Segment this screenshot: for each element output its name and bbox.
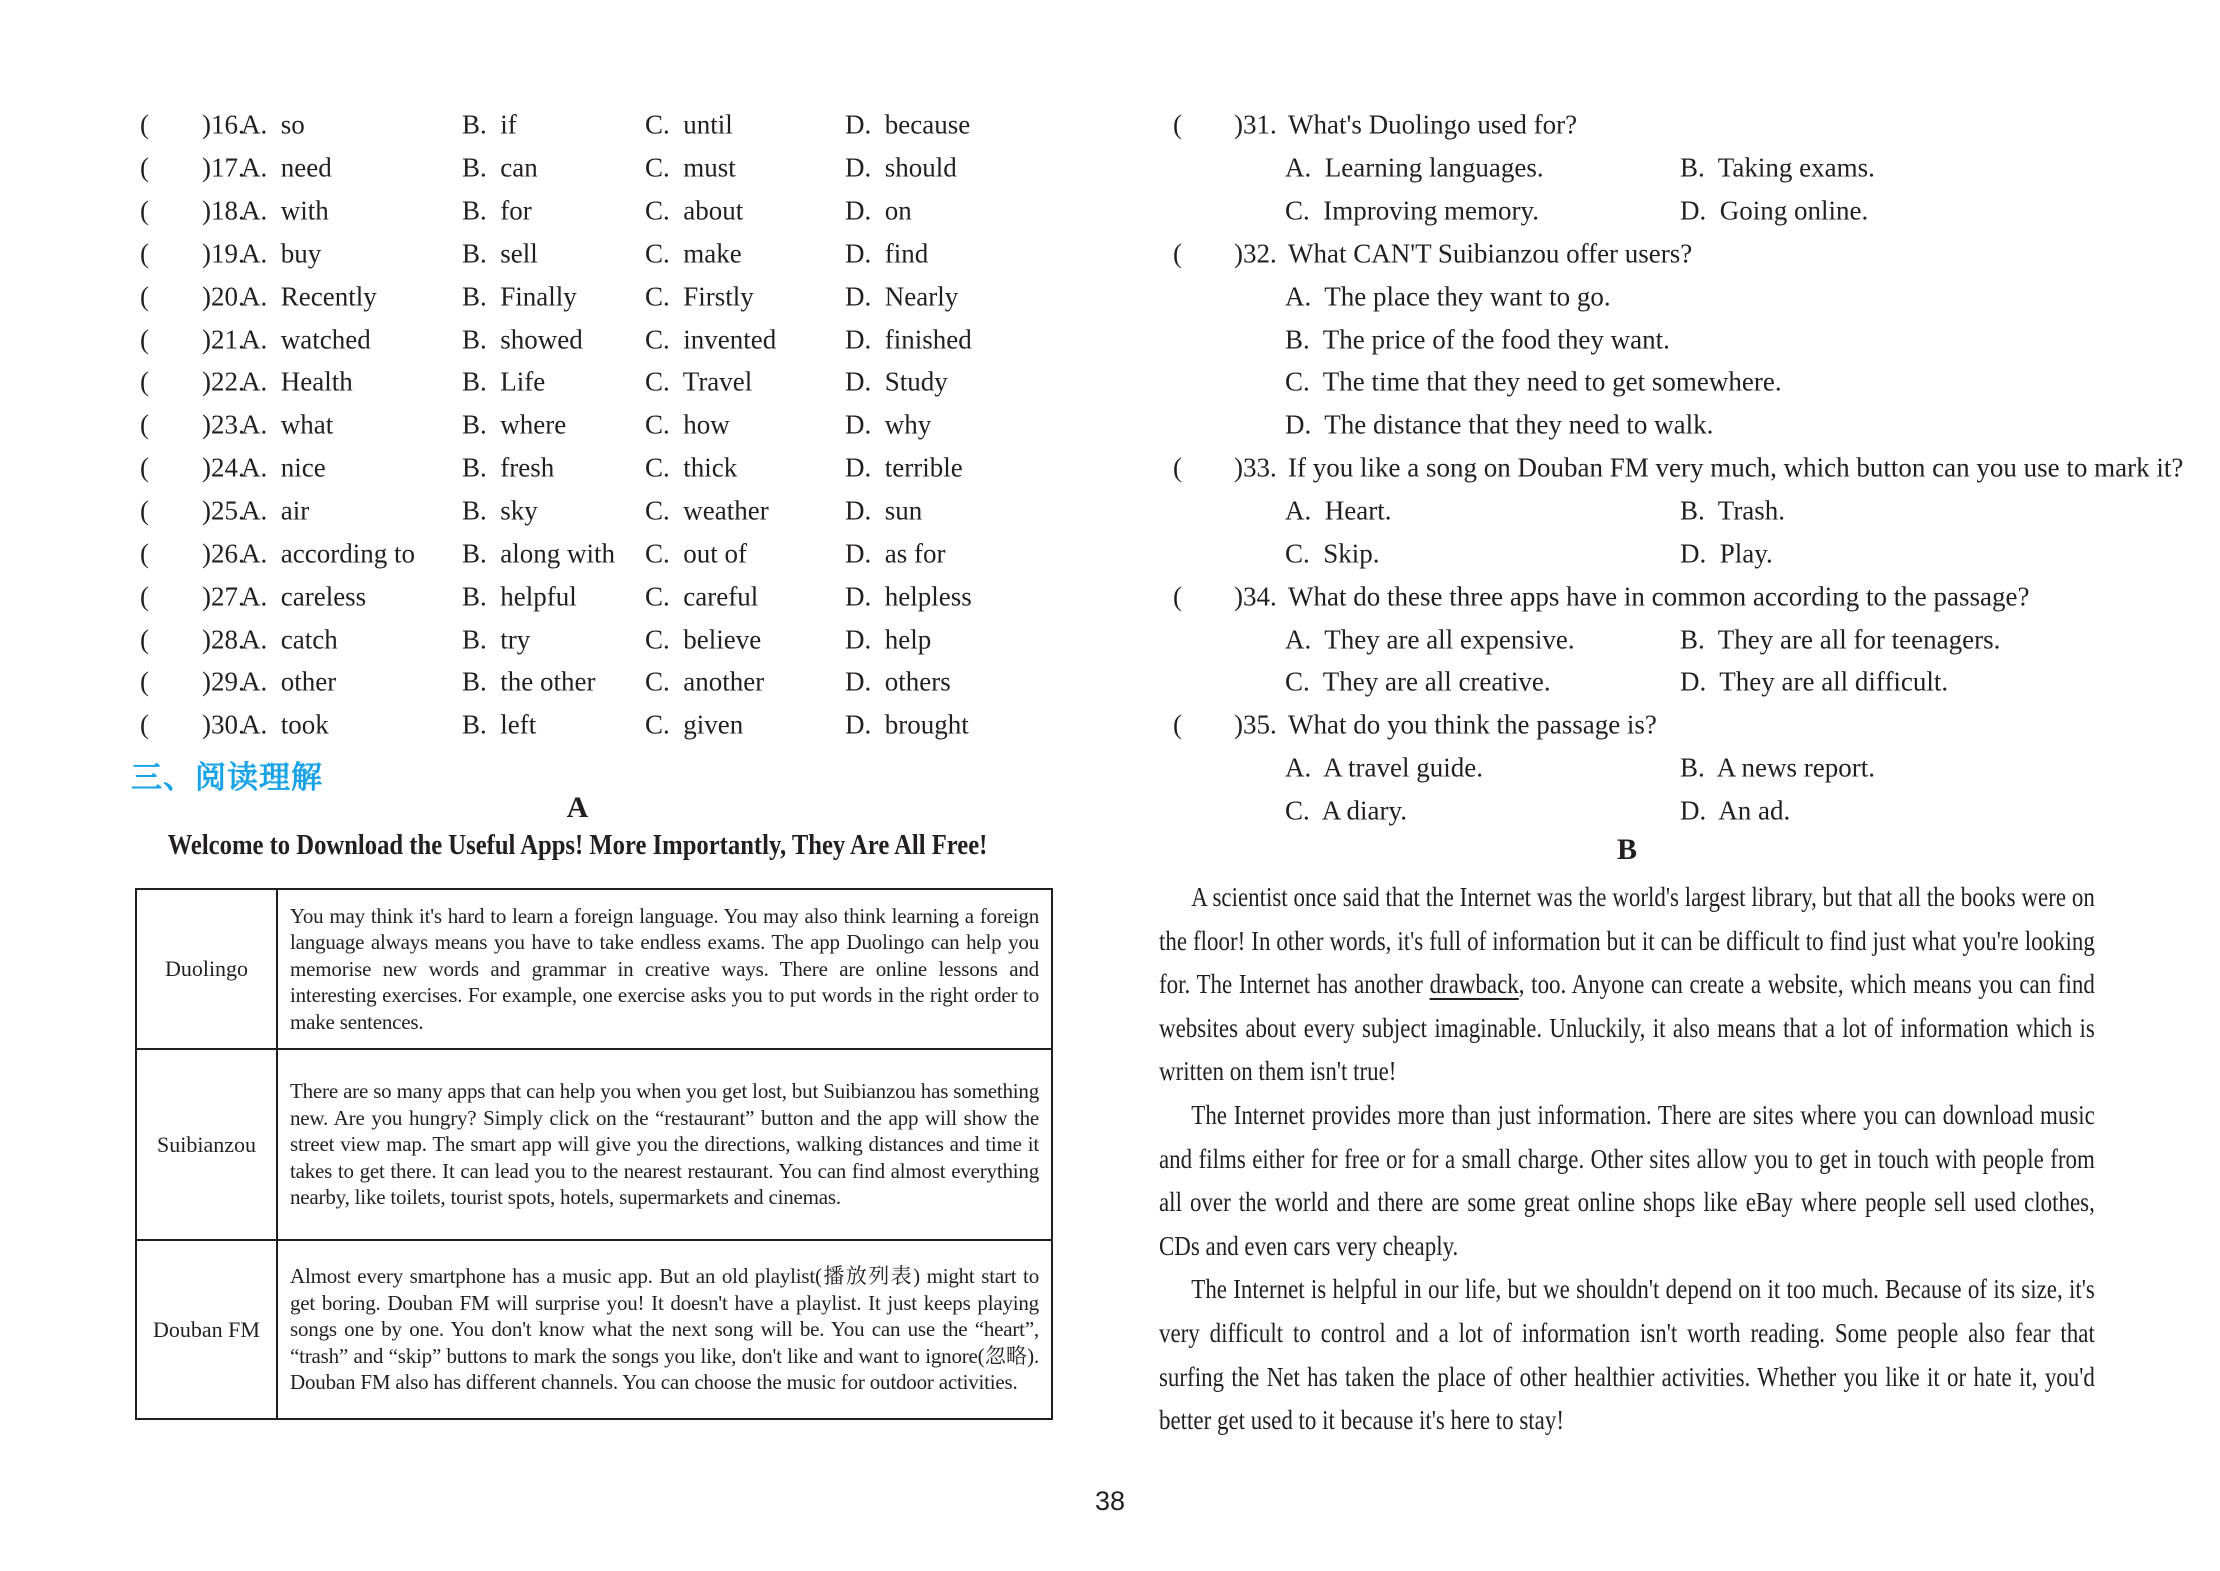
answer-blank: ( [140, 409, 149, 440]
option-c: C. given [645, 709, 744, 740]
option-d: D. Going online. [1680, 195, 1869, 226]
option-d: D. find [845, 238, 929, 269]
option-a: A. Recently [241, 281, 377, 312]
option-a: A. nice [241, 452, 326, 483]
question-number: )24. [202, 452, 245, 483]
question-number: )25. [202, 495, 245, 526]
option-row [1159, 532, 2169, 575]
option-d: D. finished [845, 324, 972, 355]
question-text: What's Duolingo used for? [1288, 109, 1578, 140]
app-name-cell: Suibianzou [136, 1049, 277, 1240]
option-c: C. about [645, 195, 744, 226]
comprehension-questions [1159, 104, 2184, 832]
answer-blank: ( [140, 238, 149, 269]
option-a: A. The place they want to go. [1285, 281, 1611, 312]
option-b: B. can [462, 152, 538, 183]
question-text: If you like a song on Douban FM very much, which button can you use to mark it? [1288, 452, 2184, 483]
option-d: D. An ad. [1680, 795, 1791, 826]
option-row [1159, 747, 2169, 790]
question-number: )30. [202, 709, 245, 740]
answer-blank: ( [140, 452, 149, 483]
question-text: What do these three apps have in common according to the passage? [1288, 581, 2030, 612]
option-row [1159, 618, 2169, 661]
cloze-row [95, 490, 1060, 533]
option-c: C. how [645, 409, 730, 440]
answer-blank: ( [140, 666, 149, 697]
option-row [1159, 661, 2169, 704]
apps-table [135, 888, 1053, 1420]
question-number: )22. [202, 366, 245, 397]
option-d: D. helpless [845, 581, 972, 612]
answer-blank: ( [1173, 709, 1182, 740]
table-row [136, 1240, 1052, 1419]
table-row [136, 1049, 1052, 1240]
answer-blank: ( [140, 495, 149, 526]
app-desc-cell: Almost every smartphone has a music app. But an old playlist(播放列表) might start to get boring. Douban FM will surprise you! It doesn't have a playlist. It just keeps playing songs one by one. You don't know what the next song will be. You can use the “heart”, “trash” and “skip” buttons to mark the songs you like, don't like and want to ignore(忽略). Douban FM also has different channels. You can choose the music for outdoor activities. [277, 1240, 1052, 1419]
cloze-row [95, 104, 1060, 147]
option-c: C. believe [645, 624, 762, 655]
question-row [1159, 575, 2169, 618]
option-b: B. where [462, 409, 567, 440]
answer-blank: ( [140, 538, 149, 569]
answer-blank: ( [140, 624, 149, 655]
option-c: C. Travel [645, 366, 753, 397]
paragraph-text: A scientist once said that the Internet was the world's largest library, but that all the books were on the floor! In other words, it's full of information but it can be difficult to find just what you're looking for. The Internet has another [1159, 882, 2095, 1000]
option-c: C. careful [645, 581, 759, 612]
option-c: C. Skip. [1285, 538, 1380, 569]
option-b: B. helpful [462, 581, 577, 612]
question-number: )29. [202, 666, 245, 697]
option-d: D. on [845, 195, 912, 226]
option-row [1159, 190, 2169, 233]
question-number: )33. [1234, 452, 1277, 483]
option-a: A. They are all expensive. [1285, 624, 1575, 655]
option-b: B. sky [462, 495, 538, 526]
app-desc-cell: There are so many apps that can help you when you get lost, but Suibianzou has something new. Are you hungry? Simply click on the “restaurant” button and the app will show the street view map. The smart app will give you the directions, walking distances and time it takes to get there. It can lead you to the nearest restaurant. You can find almost everything nearby, like toilets, tourist spots, hotels, supermarkets and cinemas. [277, 1049, 1052, 1240]
option-a: A. need [241, 152, 332, 183]
option-d: D. Nearly [845, 281, 959, 312]
option-c: C. must [645, 152, 736, 183]
cloze-row [95, 275, 1060, 318]
option-c: C. Improving memory. [1285, 195, 1539, 226]
cloze-row [95, 233, 1060, 276]
cloze-question-block [95, 104, 1060, 747]
option-c: C. invented [645, 324, 777, 355]
option-c: C. They are all creative. [1285, 666, 1551, 697]
question-text: What CAN'T Suibianzou offer users? [1288, 238, 1693, 269]
option-d: D. Play. [1680, 538, 1773, 569]
option-row [1159, 275, 2169, 318]
option-b: B. the other [462, 666, 596, 697]
question-number: )19. [202, 238, 245, 269]
option-b: B. fresh [462, 452, 555, 483]
option-b: B. try [462, 624, 531, 655]
option-b: B. Life [462, 366, 546, 397]
app-name-cell: Duolingo [136, 889, 277, 1049]
option-d: D. brought [845, 709, 969, 740]
option-c: C. The time that they need to get somewhere. [1285, 366, 1782, 397]
cloze-row [95, 361, 1060, 404]
question-row [1159, 704, 2169, 747]
answer-blank: ( [140, 709, 149, 740]
option-row [1159, 361, 2169, 404]
option-d: D. should [845, 152, 957, 183]
option-b: B. for [462, 195, 532, 226]
answer-blank: ( [140, 281, 149, 312]
question-number: )32. [1234, 238, 1277, 269]
passage-b-text [1159, 876, 2095, 1443]
passage-paragraph: The Internet provides more than just information. There are sites where you can download music and films either for free or for a small charge. Other sites allow you to get in touch with people from all over the world and there are some great online shops like eBay where people sell used clothes, CDs and even cars very cheaply. [1159, 1099, 2095, 1261]
option-d: D. as for [845, 538, 946, 569]
question-text: What do you think the passage is? [1288, 709, 1657, 740]
option-a: A. catch [241, 624, 338, 655]
passage-a-label: A [566, 791, 589, 824]
option-a: A. what [241, 409, 334, 440]
answer-blank: ( [1173, 238, 1182, 269]
table-row [136, 889, 1052, 1049]
passage-paragraph [1159, 876, 2095, 1094]
cloze-row [95, 618, 1060, 661]
cloze-row [95, 704, 1060, 747]
option-row [1159, 490, 2169, 533]
option-a: A. Health [241, 366, 353, 397]
passage-b-label: B [1616, 833, 1637, 866]
question-number: )20. [202, 281, 245, 312]
left-column [95, 0, 1060, 1571]
section-header-reading: 三、阅读理解 [131, 760, 323, 795]
option-c: C. Firstly [645, 281, 754, 312]
option-a: A. Heart. [1285, 495, 1392, 526]
passage-a-title: Welcome to Download the Useful Apps! More Importantly, They Are All Free! [167, 829, 988, 861]
option-b: B. A news report. [1680, 752, 1875, 783]
option-b: B. Taking exams. [1680, 152, 1875, 183]
option-row [1159, 404, 2169, 447]
option-row [1159, 318, 2169, 361]
answer-blank: ( [1173, 452, 1182, 483]
option-c: C. make [645, 238, 742, 269]
option-c: C. out of [645, 538, 748, 569]
option-b: B. Finally [462, 281, 577, 312]
option-a: A. according to [241, 538, 415, 569]
option-c: C. another [645, 666, 765, 697]
passage-paragraph: The Internet is helpful in our life, but we shouldn't depend on it too much. Because of its size, it's very difficult to control and a lot of information isn't worth reading. Some people also fear that surfing the Net has taken the place of other healthier activities. Whether you like it or hate it, you'd better get used to it because it's here to stay! [1159, 1274, 2095, 1436]
option-b: B. showed [462, 324, 583, 355]
question-row [1159, 447, 2184, 490]
option-d: D. The distance that they need to walk. [1285, 409, 1714, 440]
question-row [1159, 233, 2169, 276]
question-number: )17. [202, 152, 245, 183]
option-a: A. took [241, 709, 329, 740]
option-b: B. sell [462, 238, 538, 269]
right-column [1159, 0, 2184, 1571]
question-number: )31. [1234, 109, 1277, 140]
option-b: B. The price of the food they want. [1285, 324, 1670, 355]
option-a: A. with [241, 195, 329, 226]
cloze-row [95, 190, 1060, 233]
option-row [1159, 790, 2169, 833]
option-a: A. watched [241, 324, 371, 355]
option-c: C. until [645, 109, 733, 140]
answer-blank: ( [1173, 109, 1182, 140]
app-desc-cell: You may think it's hard to learn a foreign language. You may also think learning a foreign language always means you have to take endless exams. The app Duolingo can help you memorise new words and grammar in creative ways. There are online lessons and interesting exercises. For example, one exercise asks you to put words in the right order to make sentences. [277, 889, 1052, 1049]
question-number: )16. [202, 109, 245, 140]
answer-blank: ( [140, 152, 149, 183]
question-number: )35. [1234, 709, 1277, 740]
option-a: A. other [241, 666, 337, 697]
option-b: B. Trash. [1680, 495, 1786, 526]
option-b: B. along with [462, 538, 615, 569]
answer-blank: ( [140, 366, 149, 397]
option-b: B. if [462, 109, 517, 140]
answer-blank: ( [140, 109, 149, 140]
option-a: A. careless [241, 581, 367, 612]
question-number: )34. [1234, 581, 1277, 612]
answer-blank: ( [140, 324, 149, 355]
option-a: A. buy [241, 238, 322, 269]
answer-blank: ( [140, 581, 149, 612]
option-d: D. Study [845, 366, 948, 397]
cloze-row [95, 318, 1060, 361]
paragraph-text: , too. Anyone can create a website, which means you can find websites about every subject imaginable. Unluckily, it also means that a lot of information which is written on them isn't true! [1159, 969, 2095, 1087]
option-d: D. They are all difficult. [1680, 666, 1949, 697]
cloze-row [95, 661, 1060, 704]
cloze-row [95, 575, 1060, 618]
option-row [1159, 147, 2169, 190]
option-c: C. thick [645, 452, 738, 483]
option-d: D. sun [845, 495, 923, 526]
option-b: B. left [462, 709, 537, 740]
question-number: )27. [202, 581, 245, 612]
question-number: )21. [202, 324, 245, 355]
cloze-row [95, 147, 1060, 190]
option-b: B. They are all for teenagers. [1680, 624, 2001, 655]
option-d: D. help [845, 624, 932, 655]
underlined-word: drawback [1429, 969, 1519, 1000]
page-number: 38 [1094, 1486, 1126, 1516]
question-row [1159, 104, 2169, 147]
option-a: A. Learning languages. [1285, 152, 1544, 183]
cloze-row [95, 447, 1060, 490]
option-a: A. A travel guide. [1285, 752, 1483, 783]
answer-blank: ( [140, 195, 149, 226]
option-d: D. why [845, 409, 932, 440]
cloze-row [95, 404, 1060, 447]
option-d: D. others [845, 666, 951, 697]
question-number: )23. [202, 409, 245, 440]
question-number: )28. [202, 624, 245, 655]
question-number: )18. [202, 195, 245, 226]
option-d: D. terrible [845, 452, 963, 483]
option-a: A. so [241, 109, 305, 140]
option-c: C. weather [645, 495, 769, 526]
option-a: A. air [241, 495, 310, 526]
question-number: )26. [202, 538, 245, 569]
option-c: C. A diary. [1285, 795, 1408, 826]
answer-blank: ( [1173, 581, 1182, 612]
app-name-cell: Douban FM [136, 1240, 277, 1419]
cloze-row [95, 532, 1060, 575]
option-d: D. because [845, 109, 971, 140]
